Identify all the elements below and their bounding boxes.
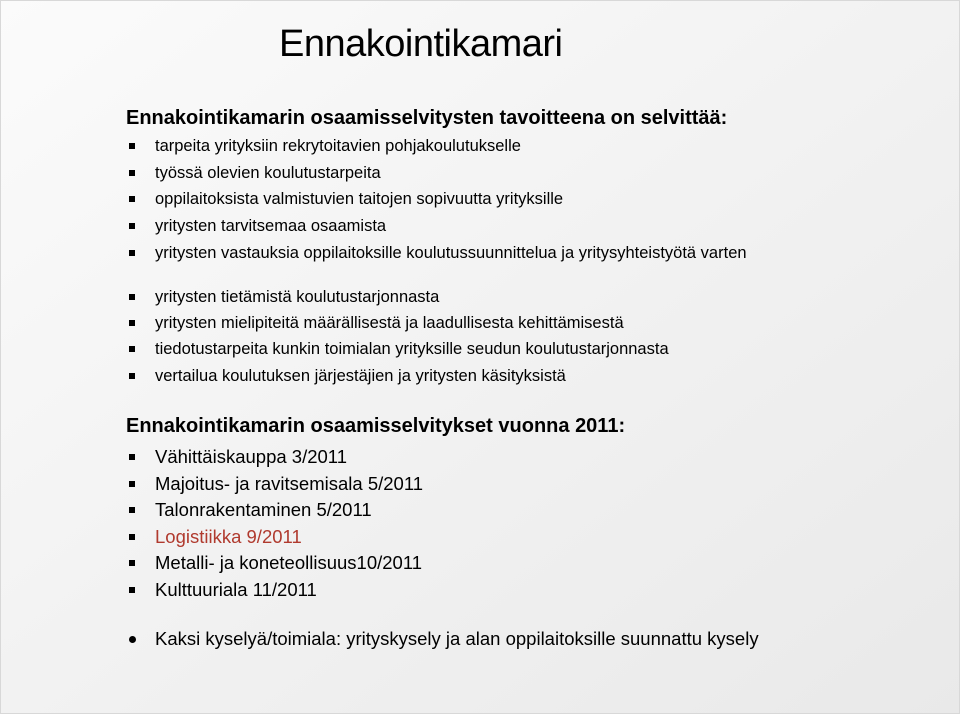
list-item: tiedotustarpeita kunkin toimialan yrityksille seudun koulutustarjonnasta [126,340,871,359]
square-bullet-icon [129,320,135,326]
list-item: Majoitus- ja ravitsemisala 5/2011 [126,473,871,495]
list-item: yritysten mielipiteitä määrällisestä ja laadullisesta kehittämisestä [126,314,871,333]
square-bullet-icon [129,223,135,229]
section-heading-goals: Ennakointikamarin osaamisselvitysten tavoitteena on selvittää: [126,107,728,129]
list-item: yritysten vastauksia oppilaitoksille koulutussuunnittelua ja yritysyhteistyötä varten [126,244,871,263]
list-item-highlighted: Logistiikka 9/2011 [126,526,871,548]
square-bullet-icon [129,507,135,513]
list-item: työssä olevien koulutustarpeita [126,164,871,183]
square-bullet-icon [129,454,135,460]
square-bullet-icon [129,170,135,176]
list-item: yritysten tarvitsemaa osaamista [126,217,871,236]
square-bullet-icon [129,534,135,540]
list-item: Talonrakentaminen 5/2011 [126,499,871,521]
square-bullet-icon [129,587,135,593]
list-item: Metalli- ja koneteollisuus10/2011 [126,552,871,574]
list-item: oppilaitoksista valmistuvien taitojen sopivuutta yrityksille [126,190,871,209]
square-bullet-icon [129,481,135,487]
square-bullet-icon [129,250,135,256]
square-bullet-icon [129,294,135,300]
square-bullet-icon [129,560,135,566]
section-heading-surveys-2011: Ennakointikamarin osaamisselvitykset vuonna 2011: [126,415,626,437]
final-note: Kaksi kyselyä/toimiala: yrityskysely ja alan oppilaitoksille suunnattu kysely [126,628,759,650]
slide-title: Ennakointikamari [279,23,563,65]
list-item: vertailua koulutuksen järjestäjien ja yritysten käsityksistä [126,367,871,386]
round-bullet-icon [129,636,136,643]
list-item: tarpeita yrityksiin rekrytoitavien pohjakoulutukselle [126,137,871,156]
list-item: Vähittäiskauppa 3/2011 [126,446,871,468]
square-bullet-icon [129,196,135,202]
square-bullet-icon [129,373,135,379]
list-item: Kulttuuriala 11/2011 [126,579,871,601]
square-bullet-icon [129,346,135,352]
square-bullet-icon [129,143,135,149]
list-item: yritysten tietämistä koulutustarjonnasta [126,288,871,307]
